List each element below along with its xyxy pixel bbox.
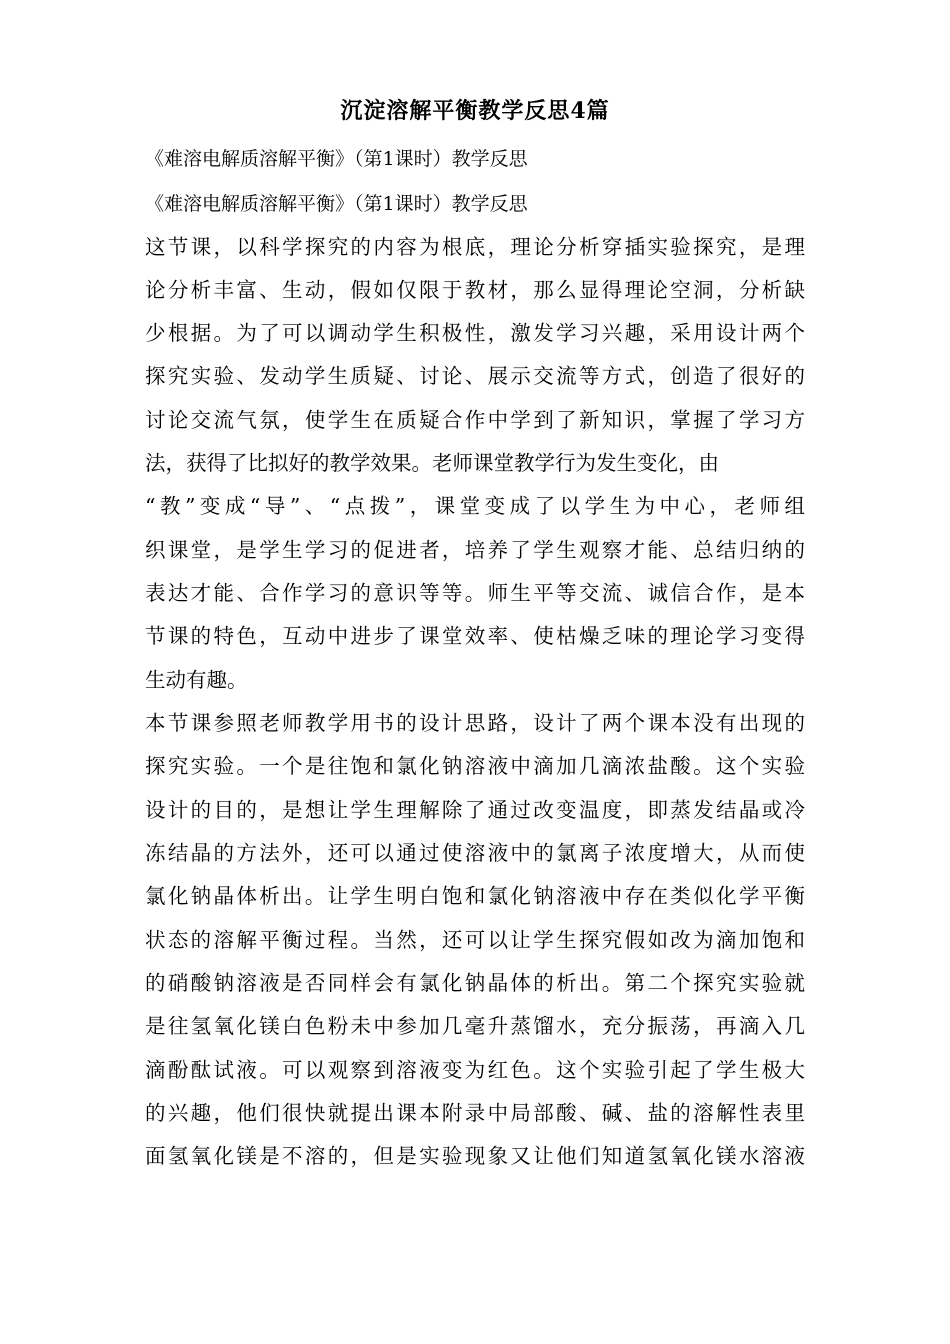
- text-line: 面氢氧化镁是不溶的，但是实验现象又让他们知道氢氧化镁水溶液: [145, 1144, 805, 1168]
- text-line: 冻结晶的方法外，还可以通过使溶液中的氯离子浓度增大，从而使: [145, 841, 805, 865]
- text-line: 生动有趣。: [145, 668, 248, 692]
- text-line: 表达才能、合作学习的意识等等。师生平等交流、诚信合作，是本: [145, 581, 805, 605]
- text-line: 少根据。为了可以调动学生积极性，激发学习兴趣，采用设计两个: [145, 321, 805, 345]
- text-line: 织课堂，是学生学习的促进者，培养了学生观察才能、总结归纳的: [145, 538, 805, 562]
- text-line: “教”变成“导”、“点拨”，课堂变成了以学生为中心，老师组: [145, 494, 805, 518]
- text-line: 节课的特色，互动中进步了课堂效率、使枯燥乏味的理论学习变得: [145, 624, 805, 648]
- document-subtitle: 《难溶电解质溶解平衡》（第1课时）教学反思: [145, 193, 528, 215]
- text-line: 这节课，以科学探究的内容为根底，理论分析穿插实验探究，是理: [145, 235, 805, 259]
- text-line: 的兴趣，他们很快就提出课本附录中局部酸、碱、盐的溶解性表里: [145, 1101, 805, 1125]
- text-line: 探究实验。一个是往饱和氯化钠溶液中滴加几滴浓盐酸。这个实验: [145, 754, 805, 778]
- text-line: 设计的目的，是想让学生理解除了通过改变温度，即蒸发结晶或冷: [145, 798, 805, 822]
- text-line: 是往氢氧化镁白色粉未中参加几毫升蒸馏水，充分振荡，再滴入几: [145, 1014, 805, 1038]
- document-title: 沉淀溶解平衡教学反思4篇: [340, 98, 610, 124]
- text-line: 滴酚酞试液。可以观察到溶液变为红色。这个实验引起了学生极大: [145, 1058, 805, 1082]
- text-line: 氯化钠晶体析出。让学生明白饱和氯化钠溶液中存在类似化学平衡: [145, 884, 805, 908]
- text-line: 讨论交流气氛，使学生在质疑合作中学到了新知识，掌握了学习方: [145, 408, 805, 432]
- text-line: 论分析丰富、生动，假如仅限于教材，那么显得理论空洞，分析缺: [145, 278, 805, 302]
- text-line: 的硝酸钠溶液是否同样会有氯化钠晶体的析出。第二个探究实验就: [145, 971, 805, 995]
- text-line: 本节课参照老师教学用书的设计思路，设计了两个课本没有出现的: [145, 711, 805, 735]
- text-line: 状态的溶解平衡过程。当然，还可以让学生探究假如改为滴加饱和: [145, 928, 805, 952]
- text-line: 探究实验、发动学生质疑、讨论、展示交流等方式，创造了很好的: [145, 364, 805, 388]
- document-subtitle: 《难溶电解质溶解平衡》（第1课时）教学反思: [145, 148, 528, 170]
- text-line: 法，获得了比拟好的教学效果。老师课堂教学行为发生变化，由: [145, 451, 719, 475]
